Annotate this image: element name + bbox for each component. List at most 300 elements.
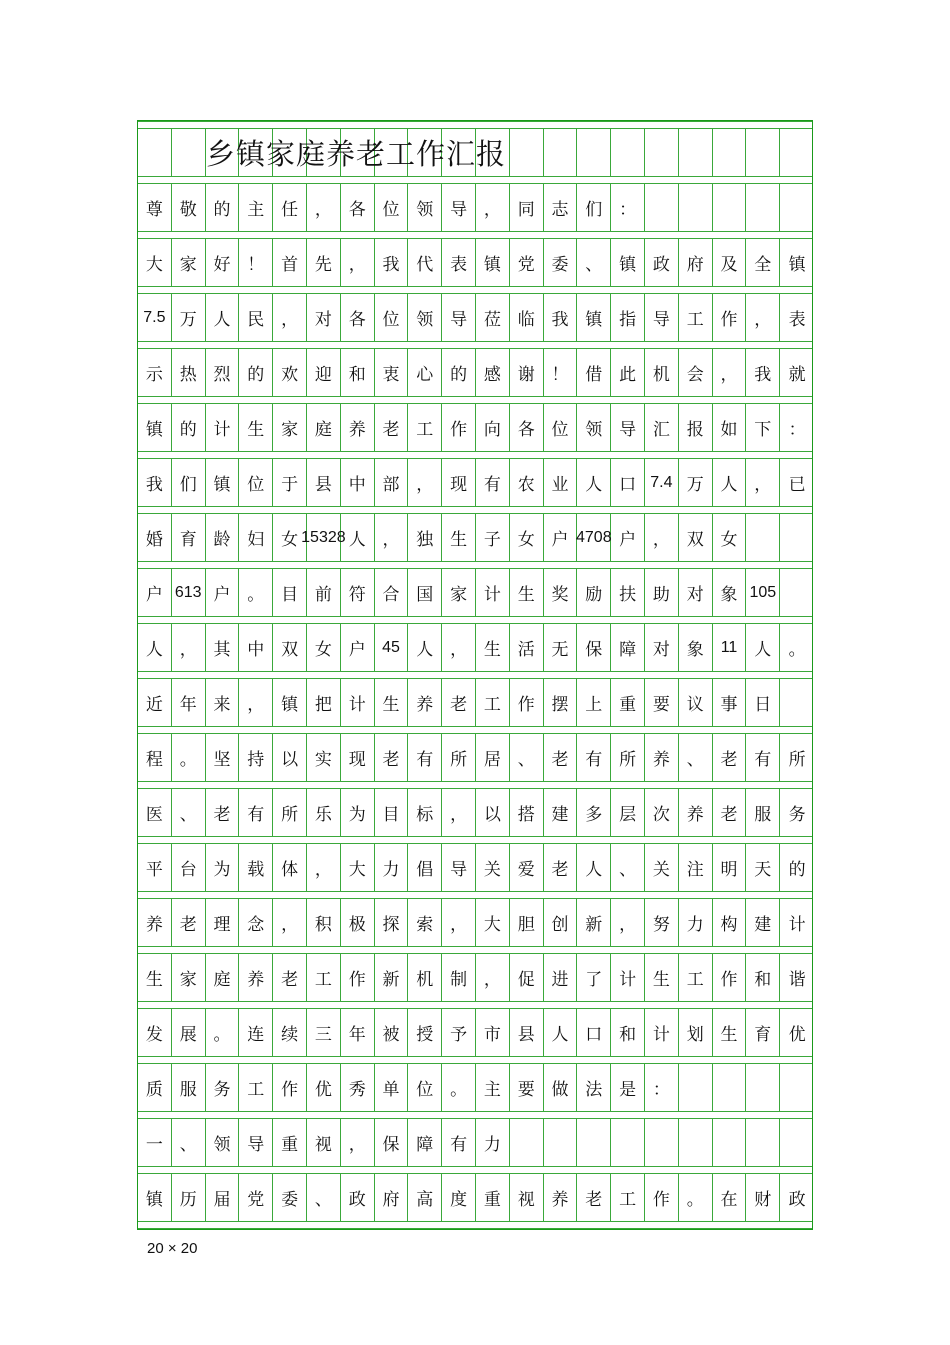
grid-cell: 现 xyxy=(341,734,375,781)
grid-cell: 计 xyxy=(645,1009,679,1056)
grid-cell: 计 xyxy=(206,404,240,451)
grid-cell: 导 xyxy=(442,844,476,891)
row-gap-line xyxy=(138,1056,812,1064)
grid-cell: 龄 xyxy=(206,514,240,561)
grid-cell: 极 xyxy=(341,899,375,946)
grid-cell: 家 xyxy=(273,404,307,451)
grid-cell: 视 xyxy=(307,1119,341,1166)
grid-cell: 计 xyxy=(788,915,806,935)
grid-cell: 来 xyxy=(206,679,240,726)
grid-cell: 质 xyxy=(138,1064,172,1111)
grid-cell: 务 xyxy=(788,805,806,825)
grid-cell xyxy=(645,184,679,231)
grid-cell: 符 xyxy=(341,569,375,616)
grid-cell: 努 xyxy=(645,899,679,946)
grid-cell: 位 xyxy=(544,404,578,451)
grid-cell: 乐 xyxy=(307,789,341,836)
grid-cell: 人 xyxy=(544,1009,578,1056)
grid-cell: 养 xyxy=(544,1174,578,1221)
grid-cell: 计 xyxy=(611,954,645,1001)
grid-cell: 。 xyxy=(788,640,806,660)
grid-cell: 领 xyxy=(408,184,442,231)
row-gap-line xyxy=(138,506,812,514)
grid-cell: 、 xyxy=(577,239,611,286)
row-gap-line xyxy=(138,616,812,624)
grid-cell: 向 xyxy=(476,404,510,451)
grid-cell: 105 xyxy=(746,569,780,616)
grid-cell: 议 xyxy=(679,679,713,726)
row-gap-line xyxy=(138,726,812,734)
grid-cell xyxy=(206,129,240,176)
grid-cell: 镇 xyxy=(476,239,510,286)
grid-cell: 委 xyxy=(544,239,578,286)
grid-cell: 力 xyxy=(679,899,713,946)
grid-cell: 主 xyxy=(239,184,273,231)
grid-cell: 老 xyxy=(713,734,747,781)
grid-cell: 老 xyxy=(375,734,409,781)
grid-cell: 婚 xyxy=(138,514,172,561)
grid-cell xyxy=(476,129,510,176)
grid-cell: 老 xyxy=(713,789,747,836)
grid-cell: 镇 xyxy=(138,404,172,451)
grid-cell: 工 xyxy=(307,954,341,1001)
grid-cell: 迎 xyxy=(307,349,341,396)
grid-cell: 镇 xyxy=(788,255,806,275)
grid-cell: 服 xyxy=(746,789,780,836)
grid-cell: 作 xyxy=(273,1064,307,1111)
grid-cell: 衷 xyxy=(375,349,409,396)
grid-cell: 生 xyxy=(239,404,273,451)
grid-cell: 育 xyxy=(172,514,206,561)
grid-cell: 台 xyxy=(172,844,206,891)
grid-cell: 位 xyxy=(375,184,409,231)
grid-cell: 、 xyxy=(172,1119,206,1166)
grid-cell xyxy=(408,129,442,176)
grid-cell: 上 xyxy=(577,679,611,726)
grid-cell: 机 xyxy=(645,349,679,396)
document-title: 乡镇家庭养老工作汇报 xyxy=(206,137,507,171)
grid-cell: ： xyxy=(788,420,806,440)
grid-cell xyxy=(577,129,611,176)
grid-cell: 为 xyxy=(206,844,240,891)
grid-cell: 老 xyxy=(172,899,206,946)
grid-cell: 民 xyxy=(239,294,273,341)
grid-cell: 要 xyxy=(645,679,679,726)
grid-cell: 就 xyxy=(788,365,806,385)
grid-cell: 生 xyxy=(510,569,544,616)
grid-cell: 万 xyxy=(172,294,206,341)
grid-cell: 大 xyxy=(341,844,375,891)
grid-cell: 展 xyxy=(172,1009,206,1056)
grid-cell: 无 xyxy=(544,624,578,671)
grid-cell: 府 xyxy=(375,1174,409,1221)
grid-cell: 导 xyxy=(442,184,476,231)
grid-cell: 在 xyxy=(713,1174,747,1221)
grid-cell xyxy=(138,129,172,176)
grid-cell: 老 xyxy=(544,734,578,781)
grid-cell: ， xyxy=(713,349,747,396)
grid-cell: ！ xyxy=(239,239,273,286)
grid-cell: 大 xyxy=(138,239,172,286)
grid-cell: 对 xyxy=(307,294,341,341)
grid-cell: 养 xyxy=(341,404,375,451)
grid-cell: 领 xyxy=(577,404,611,451)
grid-cell: 天 xyxy=(746,844,780,891)
grid-cell: 表 xyxy=(788,310,806,330)
grid-cell: 和 xyxy=(611,1009,645,1056)
grid-cell: 活 xyxy=(510,624,544,671)
grid-cell xyxy=(611,129,645,176)
grid-cell: 镇 xyxy=(138,1174,172,1221)
manuscript-grid-sheet xyxy=(137,120,813,1230)
grid-cell: 载 xyxy=(239,844,273,891)
grid-cell: 汇 xyxy=(645,404,679,451)
grid-cell: 有 xyxy=(577,734,611,781)
grid-cell: 们 xyxy=(577,184,611,231)
grid-cell: 予 xyxy=(442,1009,476,1056)
grid-cell: 有 xyxy=(476,459,510,506)
grid-cell: 、 xyxy=(611,844,645,891)
grid-cell: 双 xyxy=(273,624,307,671)
grid-cell: 导 xyxy=(611,404,645,451)
grid-cell: 坚 xyxy=(206,734,240,781)
grid-cell: 倡 xyxy=(408,844,442,891)
grid-cell: 已 xyxy=(788,475,806,495)
grid-cell: 养 xyxy=(239,954,273,1001)
grid-cell: 实 xyxy=(307,734,341,781)
grid-cell: 县 xyxy=(307,459,341,506)
grid-cell xyxy=(679,1064,713,1111)
grid-cell: 双 xyxy=(679,514,713,561)
grid-cell: 进 xyxy=(544,954,578,1001)
grid-cell: 先 xyxy=(307,239,341,286)
grid-cell: ， xyxy=(239,679,273,726)
grid-cell: 养 xyxy=(408,679,442,726)
grid-cell xyxy=(746,129,780,176)
row-gap-line xyxy=(138,286,812,294)
row-gap-line xyxy=(138,1111,812,1119)
grid-cell: 及 xyxy=(713,239,747,286)
grid-cell: 导 xyxy=(239,1119,273,1166)
grid-cell: 明 xyxy=(713,844,747,891)
grid-cell: 索 xyxy=(408,899,442,946)
grid-cell: 女 xyxy=(307,624,341,671)
grid-cell: 政 xyxy=(788,1190,806,1210)
text-row xyxy=(138,349,812,396)
grid-cell: 人 xyxy=(341,514,375,561)
grid-cell: ， xyxy=(476,954,510,1001)
grid-cell: 热 xyxy=(172,349,206,396)
grid-cell xyxy=(510,1119,544,1166)
grid-cell: ， xyxy=(375,514,409,561)
grid-cell: 所 xyxy=(442,734,476,781)
grid-cell: 借 xyxy=(577,349,611,396)
grid-cell: 建 xyxy=(746,899,780,946)
grid-cell: 关 xyxy=(645,844,679,891)
grid-cell: 户 xyxy=(611,514,645,561)
grid-cell: 位 xyxy=(375,294,409,341)
grid-cell: 农 xyxy=(510,459,544,506)
grid-cell: 育 xyxy=(746,1009,780,1056)
grid-cell: 生 xyxy=(138,954,172,1001)
grid-cell: ： xyxy=(611,184,645,231)
grid-cell: 高 xyxy=(408,1174,442,1221)
grid-cell: ， xyxy=(172,624,206,671)
grid-cell: 谐 xyxy=(788,970,806,990)
grid-cell: 人 xyxy=(206,294,240,341)
row-gap-line xyxy=(138,451,812,459)
row-gap-line xyxy=(138,396,812,404)
grid-cell: 有 xyxy=(442,1119,476,1166)
grid-cell: 我 xyxy=(138,459,172,506)
grid-cell: 领 xyxy=(206,1119,240,1166)
grid-cell xyxy=(611,1119,645,1166)
grid-cell xyxy=(645,129,679,176)
grid-cell: 生 xyxy=(375,679,409,726)
row-gap-line xyxy=(138,231,812,239)
grid-cell: 务 xyxy=(206,1064,240,1111)
grid-cell xyxy=(307,129,341,176)
grid-cell: 11 xyxy=(713,624,747,671)
grid-cell: 家 xyxy=(442,569,476,616)
grid-cell: 医 xyxy=(138,789,172,836)
grid-cell: 扶 xyxy=(611,569,645,616)
grid-cell: 续 xyxy=(273,1009,307,1056)
grid-cell: 促 xyxy=(510,954,544,1001)
grid-cell: 所 xyxy=(788,750,806,770)
grid-cell: 授 xyxy=(408,1009,442,1056)
grid-cell: 临 xyxy=(510,294,544,341)
grid-cell: 现 xyxy=(442,459,476,506)
grid-cell: 户 xyxy=(544,514,578,561)
grid-cell: 工 xyxy=(408,404,442,451)
grid-cell: 庭 xyxy=(307,404,341,451)
grid-cell: 度 xyxy=(442,1174,476,1221)
grid-cell: 优 xyxy=(307,1064,341,1111)
grid-cell: 我 xyxy=(544,294,578,341)
grid-cell: 有 xyxy=(239,789,273,836)
grid-cell xyxy=(780,129,814,176)
grid-cell xyxy=(510,129,544,176)
grid-cell: 烈 xyxy=(206,349,240,396)
grid-cell: 持 xyxy=(239,734,273,781)
grid-cell: 府 xyxy=(679,239,713,286)
grid-cell: 户 xyxy=(138,569,172,616)
grid-cell: 心 xyxy=(408,349,442,396)
grid-cell: 庭 xyxy=(206,954,240,1001)
grid-cell: 事 xyxy=(713,679,747,726)
grid-cell: 老 xyxy=(544,844,578,891)
grid-cell: 人 xyxy=(746,624,780,671)
grid-cell: 胆 xyxy=(510,899,544,946)
grid-cell: 各 xyxy=(341,294,375,341)
grid-cell xyxy=(341,129,375,176)
grid-cell xyxy=(172,129,206,176)
grid-cell: 重 xyxy=(476,1174,510,1221)
grid-cell: ， xyxy=(442,789,476,836)
grid-cell: 此 xyxy=(611,349,645,396)
grid-cell: 所 xyxy=(611,734,645,781)
row-gap-line xyxy=(138,836,812,844)
text-row xyxy=(138,1009,812,1056)
grid-cell: 各 xyxy=(341,184,375,231)
grid-cell: 业 xyxy=(544,459,578,506)
grid-cell: 机 xyxy=(408,954,442,1001)
text-row xyxy=(138,954,812,1001)
grid-cell: 镇 xyxy=(273,679,307,726)
grid-cell: 万 xyxy=(679,459,713,506)
grid-cell: 位 xyxy=(239,459,273,506)
text-row xyxy=(138,514,812,561)
grid-cell: 重 xyxy=(611,679,645,726)
grid-cell: 老 xyxy=(442,679,476,726)
grid-cell: 口 xyxy=(577,1009,611,1056)
grid-cell: 三 xyxy=(307,1009,341,1056)
text-row xyxy=(138,569,812,616)
grid-cell xyxy=(780,679,814,726)
grid-cell: 的 xyxy=(239,349,273,396)
grid-cell: ， xyxy=(442,899,476,946)
row-gap-line xyxy=(138,1001,812,1009)
grid-cell: 合 xyxy=(375,569,409,616)
grid-cell xyxy=(679,129,713,176)
grid-cell: 谢 xyxy=(510,349,544,396)
grid-cell: 老 xyxy=(206,789,240,836)
grid-cell: 女 xyxy=(273,514,307,561)
text-row xyxy=(138,899,812,946)
grid-cell: 法 xyxy=(577,1064,611,1111)
grid-cell: 层 xyxy=(611,789,645,836)
grid-cell: 我 xyxy=(375,239,409,286)
grid-cell: ， xyxy=(307,844,341,891)
grid-cell: 所 xyxy=(273,789,307,836)
grid-cell: 613 xyxy=(172,569,206,616)
grid-cell: 的 xyxy=(172,404,206,451)
grid-cell: 我 xyxy=(746,349,780,396)
grid-cell: 如 xyxy=(713,404,747,451)
grid-cell: 老 xyxy=(273,954,307,1001)
grid-cell: ， xyxy=(273,294,307,341)
row-gap-line xyxy=(138,781,812,789)
grid-cell: 们 xyxy=(172,459,206,506)
grid-cell: 的 xyxy=(442,349,476,396)
grid-cell: 会 xyxy=(679,349,713,396)
grid-cell xyxy=(780,184,814,231)
grid-cell: 奖 xyxy=(544,569,578,616)
grid-cell xyxy=(442,129,476,176)
grid-cell: ， xyxy=(746,294,780,341)
text-row xyxy=(138,184,812,231)
grid-cell: 市 xyxy=(476,1009,510,1056)
grid-cell: ， xyxy=(408,459,442,506)
grid-cell: 视 xyxy=(510,1174,544,1221)
grid-cell: 报 xyxy=(679,404,713,451)
grid-cell: 励 xyxy=(577,569,611,616)
grid-cell: 。 xyxy=(442,1064,476,1111)
grid-cell: 摆 xyxy=(544,679,578,726)
grid-cell: 敬 xyxy=(172,184,206,231)
grid-cell: 7.4 xyxy=(645,459,679,506)
grid-cell: 、 xyxy=(172,789,206,836)
text-row xyxy=(138,1064,812,1111)
grid-cell: 障 xyxy=(408,1119,442,1166)
grid-cell: 人 xyxy=(577,459,611,506)
grid-cell: 作 xyxy=(341,954,375,1001)
grid-cell: 人 xyxy=(577,844,611,891)
grid-cell: 委 xyxy=(273,1174,307,1221)
title-row xyxy=(138,129,812,176)
grid-cell: 理 xyxy=(206,899,240,946)
grid-cell: 政 xyxy=(645,239,679,286)
grid-cell: 作 xyxy=(713,294,747,341)
grid-cell: 有 xyxy=(408,734,442,781)
grid-cell: 其 xyxy=(206,624,240,671)
text-row xyxy=(138,679,812,726)
grid-cell: 生 xyxy=(442,514,476,561)
row-gap-line xyxy=(138,671,812,679)
grid-cell: 作 xyxy=(442,404,476,451)
grid-cell: 目 xyxy=(375,789,409,836)
grid-cell: ， xyxy=(341,1119,375,1166)
grid-cell xyxy=(713,1119,747,1166)
grid-cell: 和 xyxy=(341,349,375,396)
grid-cell: 做 xyxy=(544,1064,578,1111)
grid-cell: 人 xyxy=(138,624,172,671)
grid-cell: 中 xyxy=(239,624,273,671)
grid-cell: 划 xyxy=(679,1009,713,1056)
grid-cell: 4708 xyxy=(577,514,611,561)
grid-cell: 主 xyxy=(476,1064,510,1111)
grid-cell: 口 xyxy=(611,459,645,506)
row-gap-line xyxy=(138,561,812,569)
grid-cell xyxy=(780,1119,814,1166)
text-row xyxy=(138,1119,812,1166)
grid-cell: 体 xyxy=(273,844,307,891)
grid-cell: 被 xyxy=(375,1009,409,1056)
grid-cell: 家 xyxy=(172,239,206,286)
grid-cell: 独 xyxy=(408,514,442,561)
text-row xyxy=(138,404,812,451)
grid-cell: ， xyxy=(746,459,780,506)
grid-cell: 作 xyxy=(510,679,544,726)
grid-cell: 工 xyxy=(679,954,713,1001)
grid-cell: 连 xyxy=(239,1009,273,1056)
grid-cell: 7.5 xyxy=(138,294,172,341)
grid-cell: 15328 xyxy=(307,514,341,561)
grid-cell: 、 xyxy=(307,1174,341,1221)
grid-cell: 积 xyxy=(307,899,341,946)
grid-cell: 关 xyxy=(476,844,510,891)
grid-cell: 一 xyxy=(138,1119,172,1166)
grid-cell: 户 xyxy=(341,624,375,671)
grid-cell: 镇 xyxy=(577,294,611,341)
grid-cell: 家 xyxy=(172,954,206,1001)
grid-cell: 代 xyxy=(408,239,442,286)
grid-cell: 作 xyxy=(645,1174,679,1221)
grid-cell: 年 xyxy=(341,1009,375,1056)
grid-cell: 年 xyxy=(172,679,206,726)
row-gap-line xyxy=(138,121,812,129)
text-row xyxy=(138,239,812,286)
grid-size-label: 20 × 20 xyxy=(147,1240,198,1257)
grid-cell: ， xyxy=(341,239,375,286)
grid-cell: 重 xyxy=(273,1119,307,1166)
grid-cell: 的 xyxy=(206,184,240,231)
grid-cell: 表 xyxy=(442,239,476,286)
grid-cell: 国 xyxy=(408,569,442,616)
grid-cell: 各 xyxy=(510,404,544,451)
grid-cell: 作 xyxy=(713,954,747,1001)
